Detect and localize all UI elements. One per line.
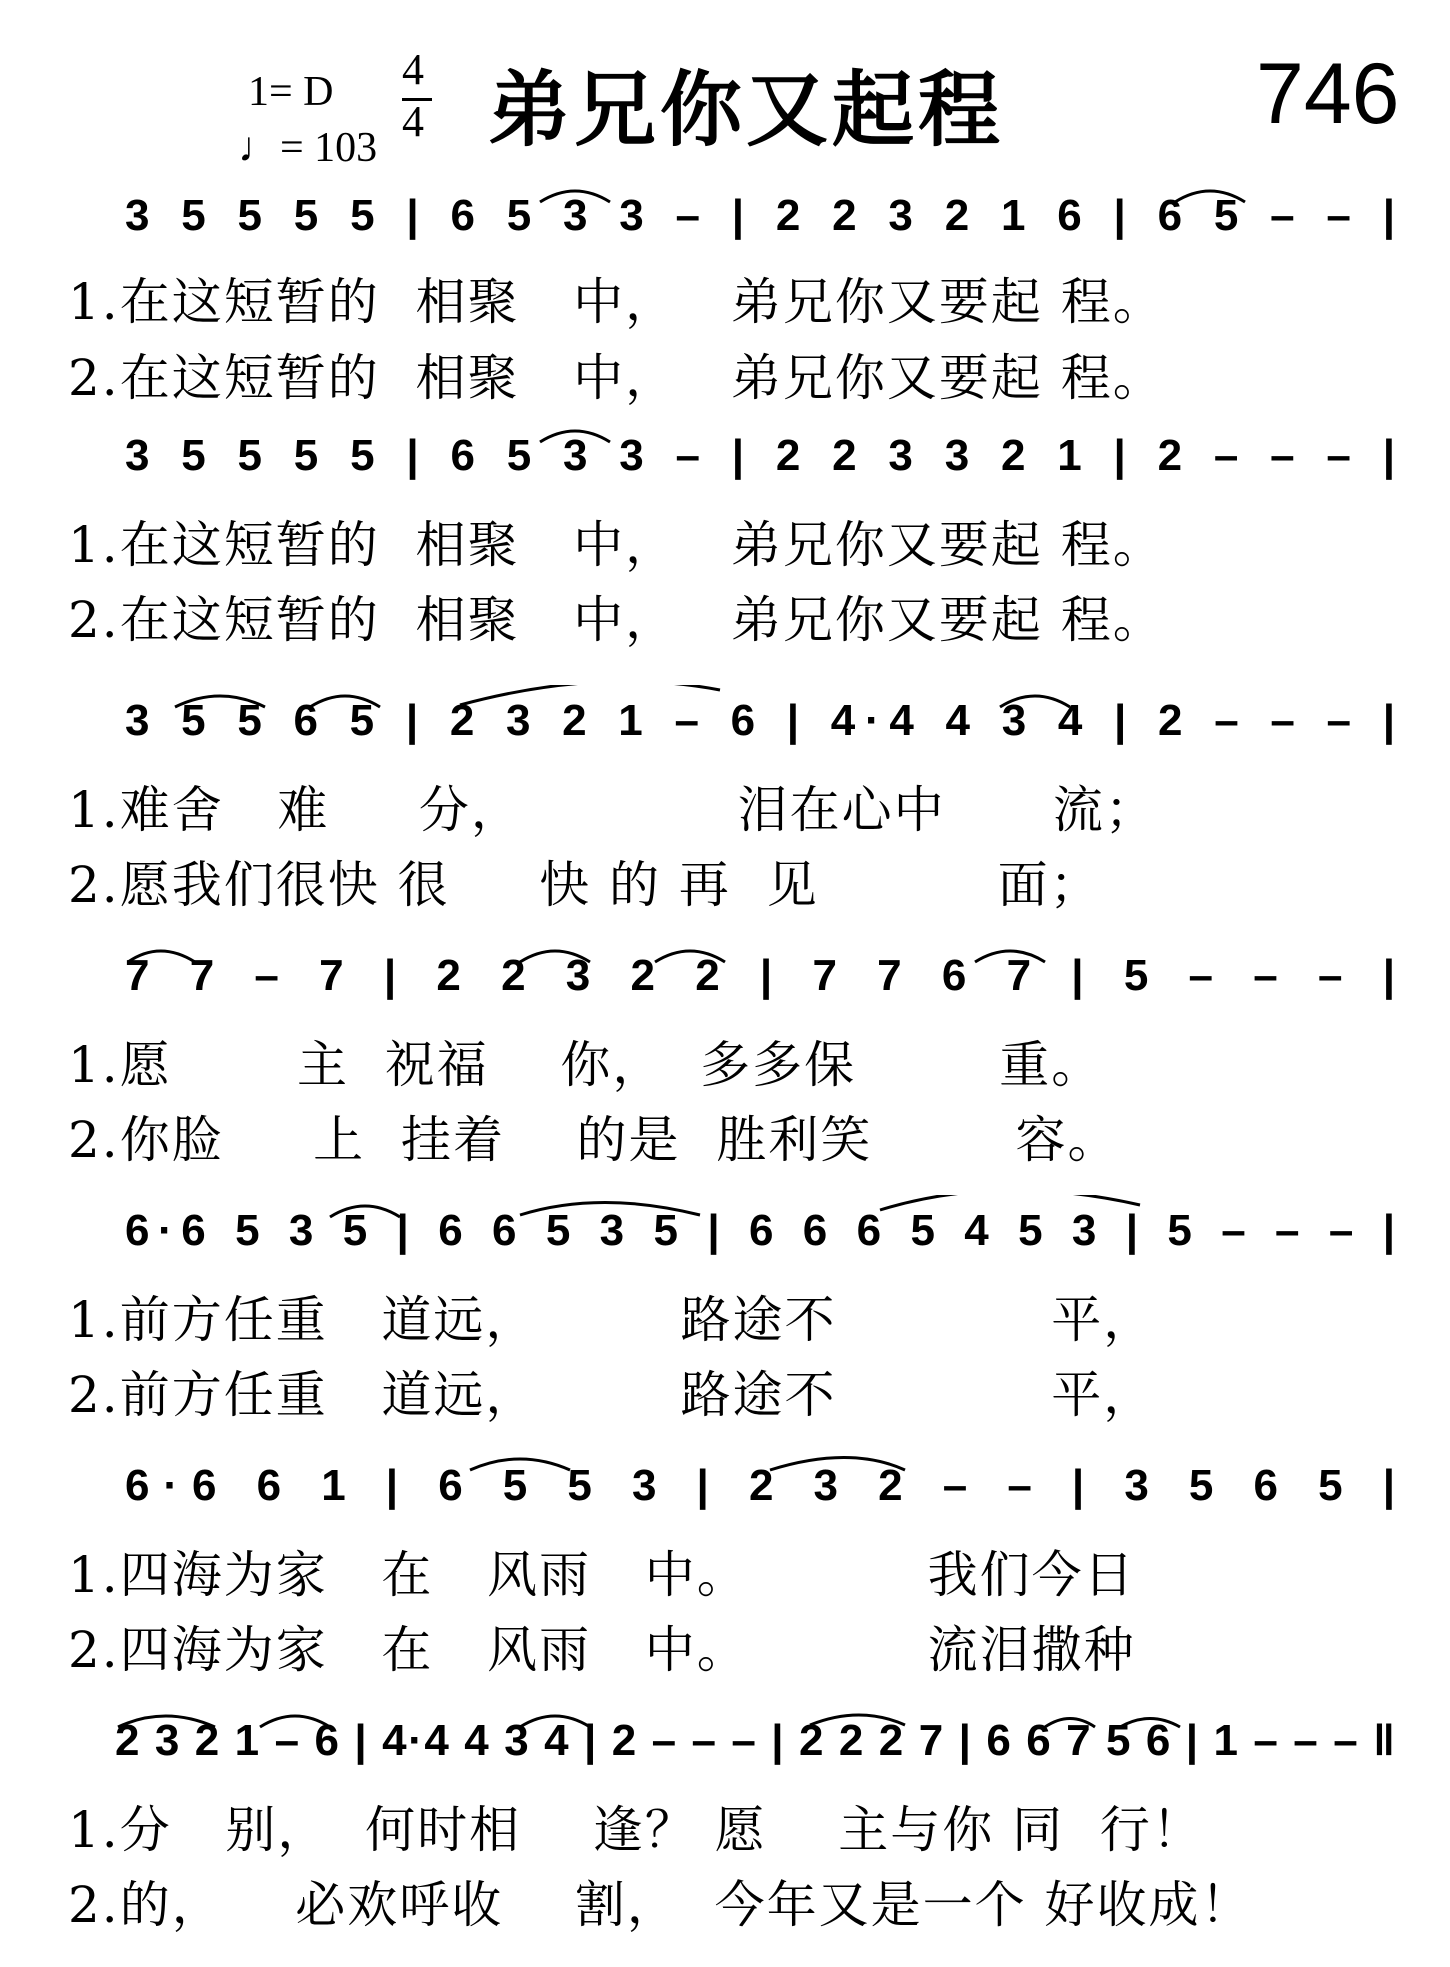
notation-line-3 bbox=[0, 685, 1450, 755]
lyric-line-3-verse2: 2.愿我们很快 很 快 的 再 见 面； bbox=[68, 856, 1102, 914]
time-signature-top: 4 bbox=[402, 45, 424, 94]
lyric-line-6-verse1: 1.四海为家 在 风雨 中。 我们今日 bbox=[68, 1546, 1136, 1604]
notation-line-5 bbox=[0, 1195, 1450, 1265]
lyric-line-7-verse1: 1.分 别， 何时相 逢？ 愿 主与你 同 行！ bbox=[68, 1801, 1204, 1859]
notation-text: 6·6 5 3 5 | 6 6 5 3 5 | 6 6 6 5 4 5 3 | 5 – – – | bbox=[125, 1206, 1395, 1255]
lyric-line-1-verse1: 1.在这短暂的 相聚 中， 弟兄你又要起 程。 bbox=[68, 273, 1165, 331]
lyric-line-7-verse2: 2.的， 必欢呼收 割， 今年又是一个 好收成！ bbox=[68, 1876, 1253, 1934]
notation-line-6 bbox=[0, 1450, 1450, 1520]
notation-text: 2 3 2 1 – 6 | 4·4 4 3 4 | 2 – – – | 2 2 2 7 | 6 6 7 5 6 | 1 – – – ‖ bbox=[115, 1716, 1395, 1765]
notation-text: 7 7 – 7 | 2 2 3 2 2 | 7 7 6 7 | 5 – – – | bbox=[125, 951, 1395, 1000]
lyric-line-3-verse1: 1.难舍 难 分， 泪在心中 流； bbox=[68, 781, 1157, 839]
key-signature: 1= D bbox=[248, 69, 334, 115]
hymn-title: 弟兄你又起程 bbox=[488, 63, 1005, 158]
notation-line-4 bbox=[0, 940, 1450, 1010]
lyric-line-4-verse2: 2.你脸 上 挂着 的是 胜利笑 容。 bbox=[68, 1111, 1120, 1169]
notation-text: 3 5 5 5 5 | 6 5 3 3 – | 2 2 3 3 2 1 | 2 – – – | bbox=[125, 431, 1396, 480]
lyric-line-2-verse2: 2.在这短暂的 相聚 中， 弟兄你又要起 程。 bbox=[68, 591, 1165, 649]
notation-text: 3 5 5 6 5 | 2 3 2 1 – 6 | 4·4 4 3 4 | 2 – – – | bbox=[125, 696, 1396, 745]
lyric-line-1-verse2: 2.在这短暂的 相聚 中， 弟兄你又要起 程。 bbox=[68, 349, 1165, 407]
time-signature-bottom: 4 bbox=[402, 97, 424, 146]
tempo-marking: ♩= 103 bbox=[238, 125, 378, 171]
notation-line-2 bbox=[0, 420, 1450, 490]
lyric-line-5-verse1: 1.前方任重 道远， 路途不 平， bbox=[68, 1291, 1156, 1349]
notation-line-1 bbox=[0, 180, 1450, 250]
notation-text: 3 5 5 5 5 | 6 5 3 3 – | 2 2 3 2 1 6 | 6 5 – – | bbox=[125, 191, 1396, 240]
lyric-line-2-verse1: 1.在这短暂的 相聚 中， 弟兄你又要起 程。 bbox=[68, 516, 1165, 574]
lyric-line-4-verse1: 1.愿 主 祝福 你， 多多保 重。 bbox=[68, 1036, 1104, 1094]
notation-line-7 bbox=[0, 1705, 1450, 1775]
lyric-line-6-verse2: 2.四海为家 在 风雨 中。 流泪撒种 bbox=[68, 1621, 1136, 1679]
lyric-line-5-verse2: 2.前方任重 道远， 路途不 平， bbox=[68, 1366, 1156, 1424]
notation-text: 6·6 6 1 | 6 5 5 3 | 2 3 2 – – | 3 5 6 5 | bbox=[125, 1461, 1395, 1510]
hymn-number: 746 bbox=[1256, 46, 1400, 142]
